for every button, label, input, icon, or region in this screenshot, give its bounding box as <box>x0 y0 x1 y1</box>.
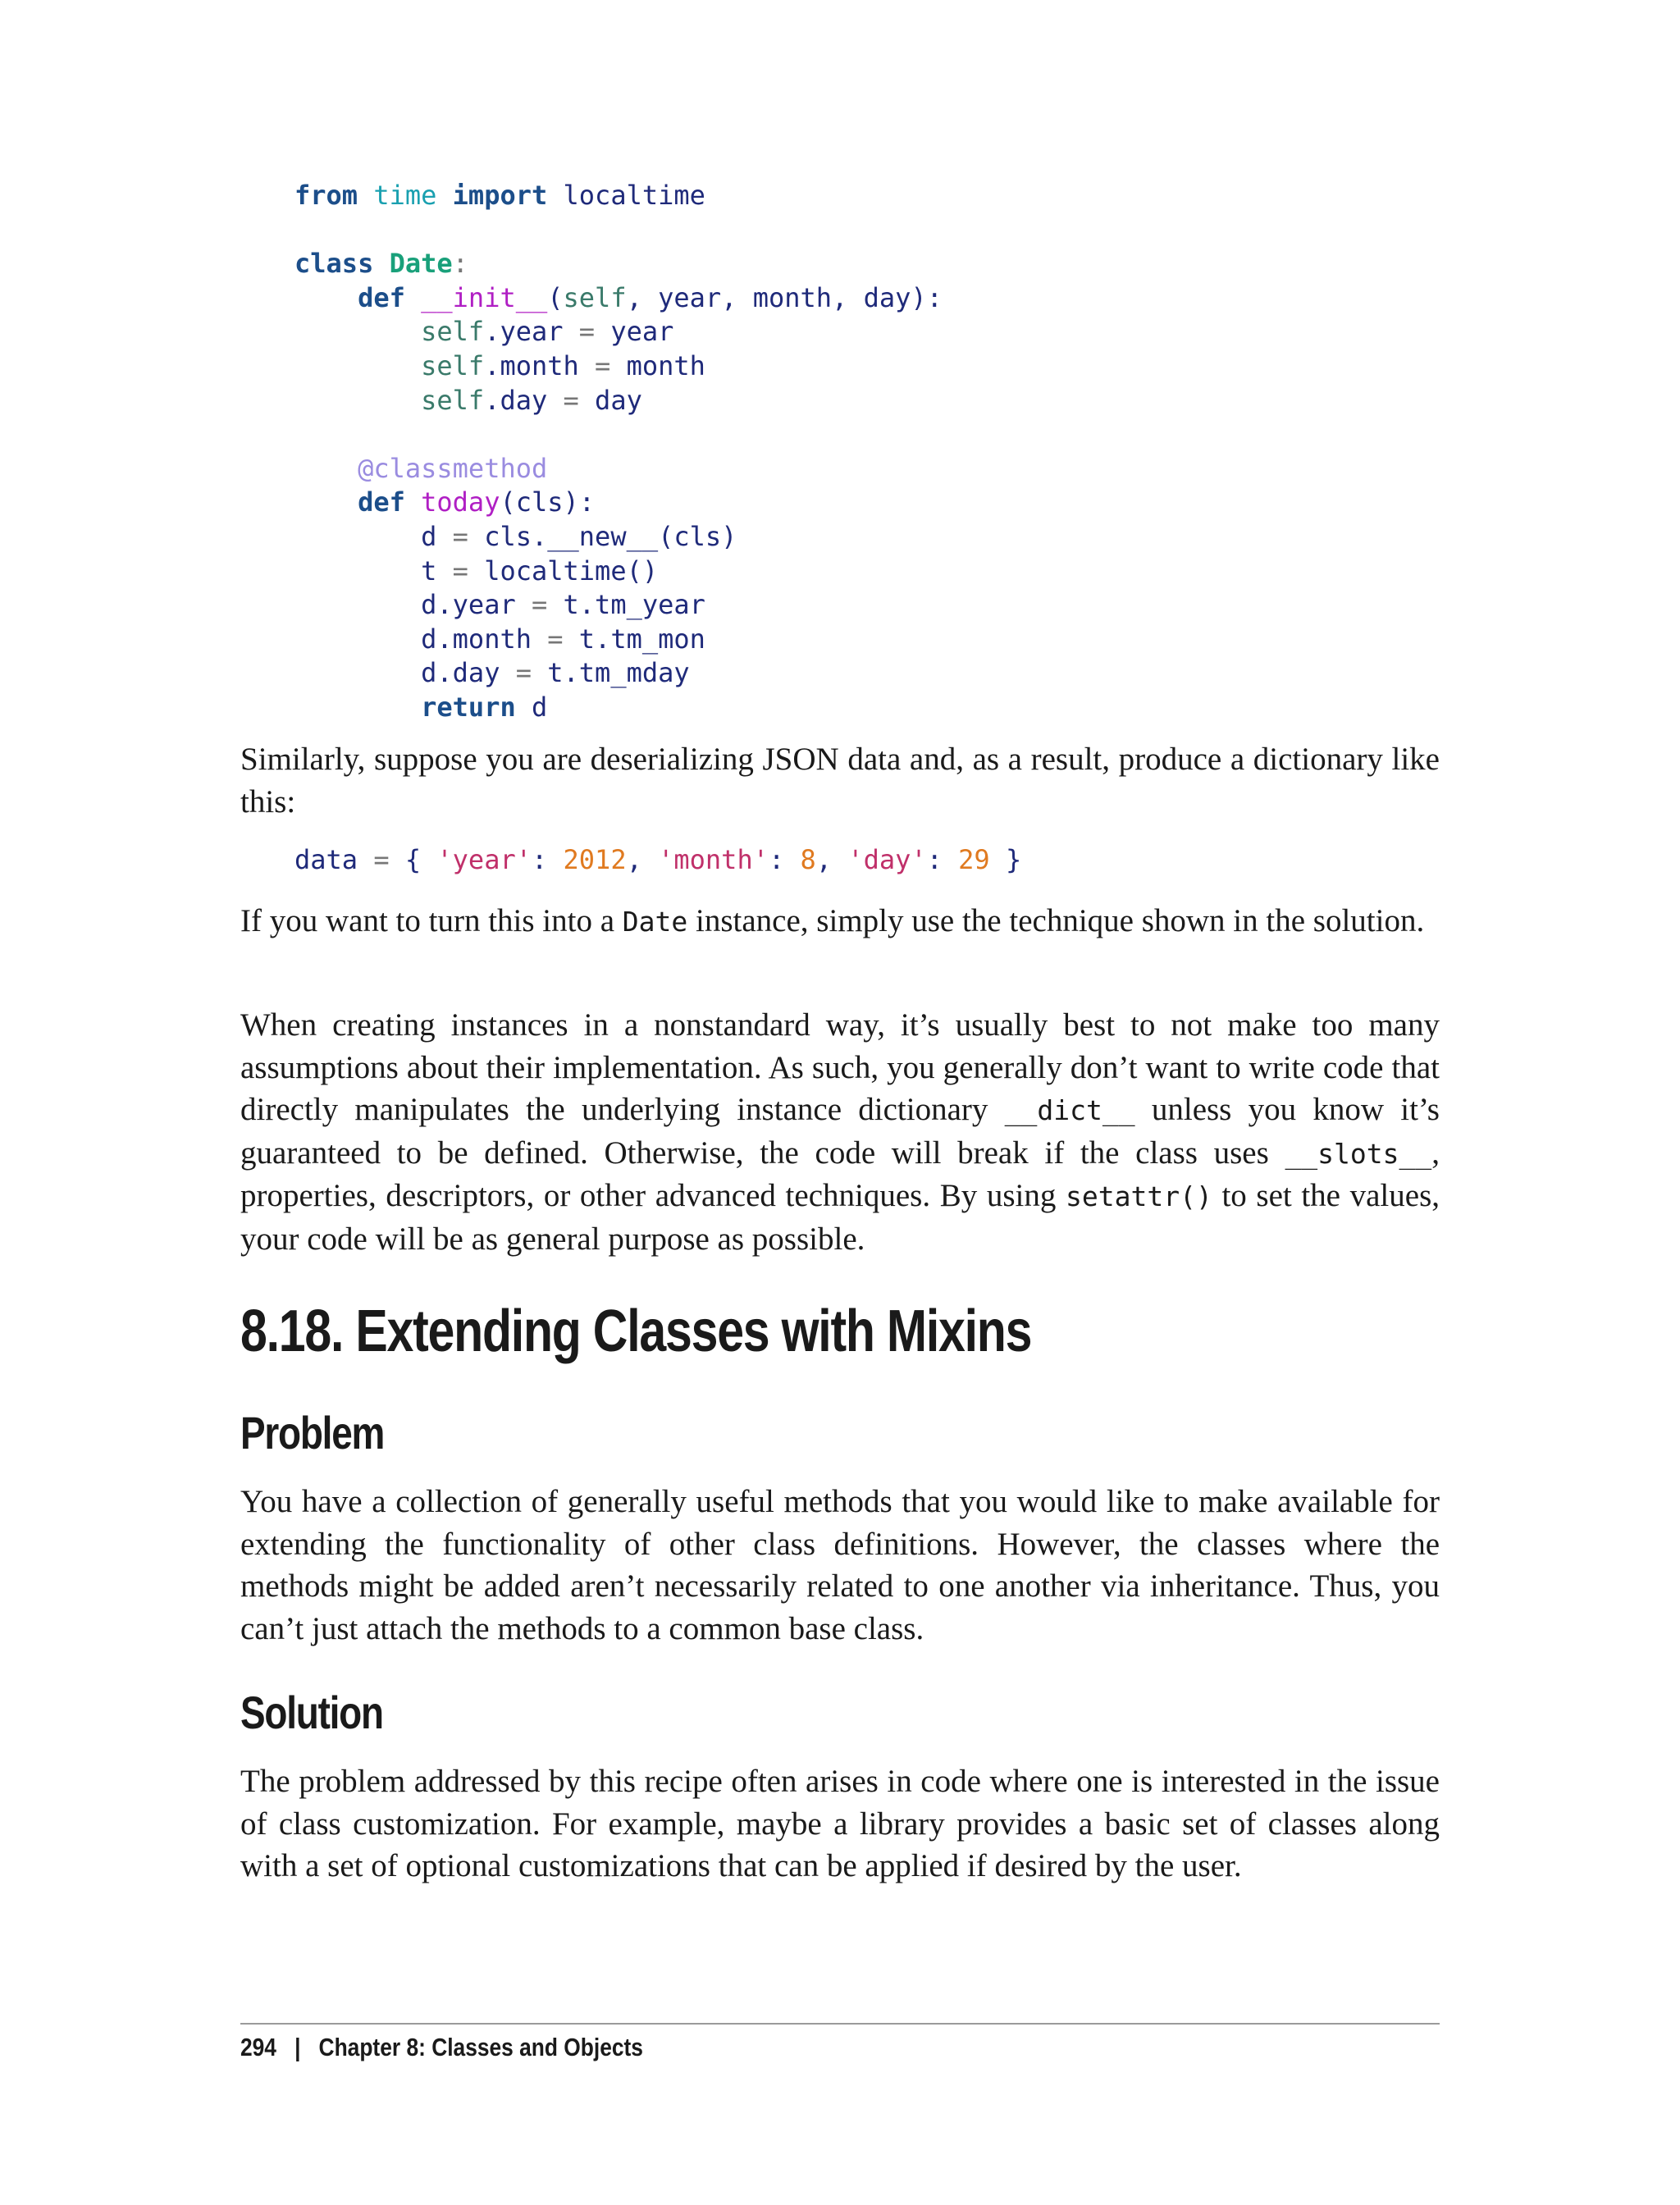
code-line: t = localtime() <box>421 555 659 587</box>
text-run: If you want to turn this into a <box>240 903 623 938</box>
code-block-date-class <box>294 179 943 725</box>
code-line: def today(cls): <box>358 486 596 518</box>
code-line: @classmethod <box>358 452 548 484</box>
inline-code: setattr() <box>1066 1180 1212 1212</box>
problem-heading: Problem <box>240 1407 385 1459</box>
code-line: self.year = year <box>421 316 674 348</box>
paragraph-date-instance <box>240 900 1440 943</box>
inline-code: __dict__ <box>1004 1094 1135 1126</box>
code-line-blank <box>294 418 943 452</box>
solution-paragraph: The problem addressed by this recipe often arises in code where one is interested in the issue of class customization. For example, maybe a library provides a basic set of classes along with a set of optional customizations that can be applied if desired by the user. <box>240 1764 1440 1883</box>
code-line: d.month = t.tm_mon <box>421 623 705 655</box>
code-line: d = cls.__new__(cls) <box>421 520 737 552</box>
page-footer <box>240 2033 643 2062</box>
chapter-title: Chapter 8: Classes and Objects <box>318 2033 643 2061</box>
code-line: self.day = day <box>421 384 642 416</box>
text-run: to set the values, your code will be as general purpose as possible. <box>240 1178 1440 1257</box>
code-line: class Date: <box>294 248 468 280</box>
problem-paragraph: You have a collection of generally useful methods that you would like to make available for extending the functionality of other class definitions. However, the classes where the methods might be added aren’t necessarily related to one another via inheritance. Thus, you can’t just attach the methods to a common base class. <box>240 1484 1440 1646</box>
text-run: unless you know it’s guaranteed to be defined. Otherwise, the code will break if the class uses <box>240 1092 1440 1171</box>
code-line: from time import localtime <box>294 180 705 211</box>
code-block-data-dict <box>294 843 1021 878</box>
footer-rule <box>240 2023 1440 2025</box>
page-number: 294 <box>240 2033 276 2061</box>
code-line: d.day = t.tm_mday <box>421 657 690 689</box>
code-line: def __init__(self, year, month, day): <box>358 281 943 313</box>
footer-separator: | <box>294 2033 301 2061</box>
inline-code: Date <box>622 906 688 938</box>
code-line: d.year = t.tm_year <box>421 589 705 621</box>
text-run: When creating instances in a nonstandard way, it’s usually best to not make too many assumptions about their implementation. As such, you generally don’t want to write code that directly manipulates the underlying instance dictionary <box>240 1007 1440 1127</box>
inline-code: __slots__ <box>1285 1137 1432 1170</box>
code-line: return d <box>421 691 548 723</box>
paragraph-nonstandard-instances <box>240 1004 1440 1260</box>
section-heading: 8.18. Extending Classes with Mixins <box>240 1299 1032 1364</box>
paragraph-json-intro: Similarly, suppose you are deserializing JSON data and, as a result, produce a dictionary like this: <box>240 742 1440 819</box>
code-line-blank <box>294 213 943 248</box>
solution-heading: Solution <box>240 1687 383 1738</box>
code-line: data = { 'year': 2012, 'month': 8, 'day': 29 } <box>294 844 1022 875</box>
code-line: self.month = month <box>421 349 705 381</box>
text-run: instance, simply use the technique shown in the solution. <box>687 903 1425 938</box>
text-run: , properties, descriptors, or other advanced techniques. By using <box>240 1134 1440 1213</box>
